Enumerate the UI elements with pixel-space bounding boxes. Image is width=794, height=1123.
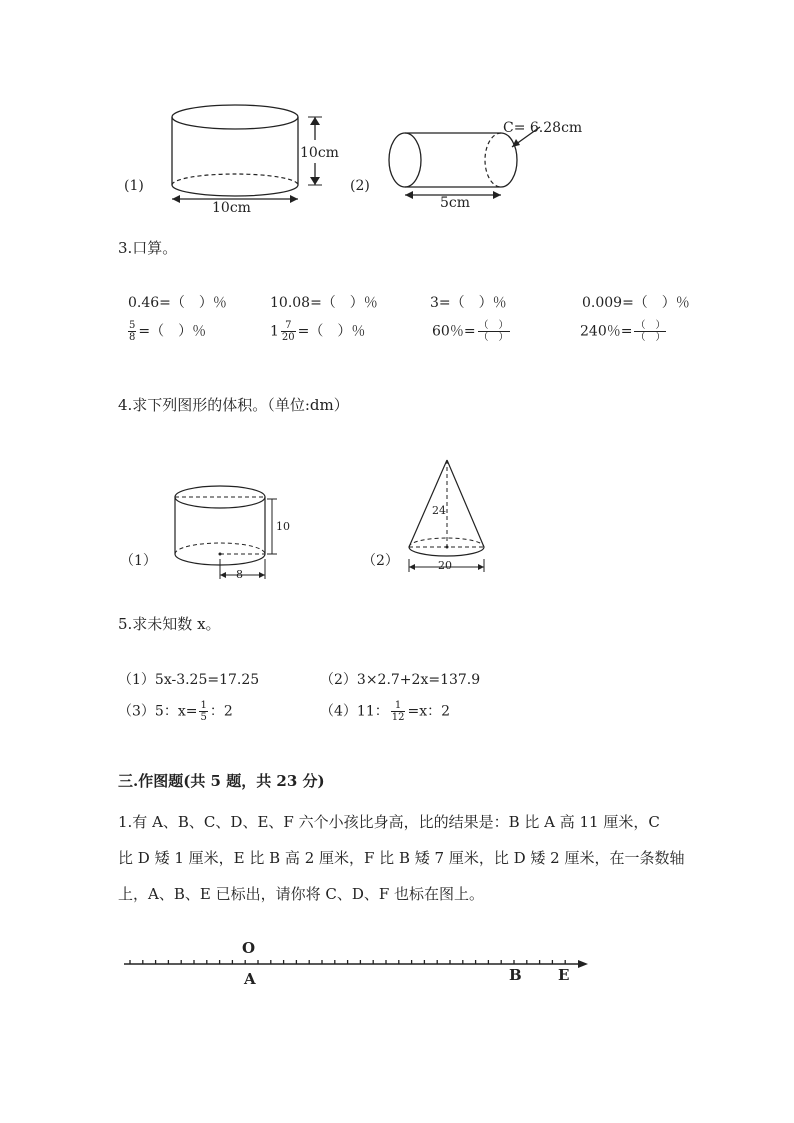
- number-line-origin-label: O: [242, 939, 256, 957]
- q3-title: 3.口算。: [118, 239, 178, 257]
- q4-fig1-radius: 8: [236, 568, 243, 581]
- fraction-7-20: $\frac{7}{20}$: [281, 320, 295, 343]
- blank-fraction-2[interactable]: $\frac{( )}{( )}$: [635, 320, 666, 343]
- fig2-circumference-label: C= 6.28cm: [503, 120, 583, 136]
- q3-item-5: $\frac{5}{8}$ =（ ）％: [129, 320, 207, 343]
- section-3-q1-line2: 比 D 矮 1 厘米，E 比 B 高 2 厘米，F 比 B 矮 7 厘米，比 D 矮 2 厘米，在一条数轴: [118, 849, 685, 867]
- number-line-arrow: [578, 960, 588, 968]
- fraction-5-8: $\frac{5}{8}$: [129, 320, 136, 343]
- blank-fraction-1[interactable]: $\frac{( )}{( )}$: [478, 320, 509, 343]
- q5-eq-3: （3）5：x= $\frac{1}{5}$ ：2: [118, 700, 233, 723]
- fig2-length-label: 5cm: [440, 195, 471, 211]
- q4-fig2-label: （2）: [362, 553, 399, 569]
- fig1-height-label: 10cm: [300, 145, 339, 161]
- q5-eq-1: （1）5x-3.25=17.25: [118, 672, 260, 688]
- q4-title: 4.求下列图形的体积。（单位:dm）: [118, 396, 349, 414]
- q3-item-3: 3=（ ）％: [430, 295, 507, 311]
- q3-item-4: 0.009=（ ）％: [582, 295, 690, 311]
- fraction-1-5: $\frac{1}{5}$: [200, 700, 207, 723]
- q5-eq-4: （4）11： $\frac{1}{12}$ =x：2: [320, 700, 451, 723]
- section-3-heading: 三.作图题(共 5 题，共 23 分): [118, 772, 325, 790]
- q4-fig1-label: （1）: [120, 553, 157, 569]
- q3-item-1: 0.46=（ ）％: [128, 295, 227, 311]
- q5-eq-2: （2）3×2.7+2x=137.9: [320, 672, 481, 688]
- number-line-point-a: A: [244, 970, 256, 988]
- fig1-width-label: 10cm: [212, 200, 251, 216]
- section-3-q1-line1: 1.有 A、B、C、D、E、F 六个小孩比身高，比的结果是：B 比 A 高 11 厘米，C: [118, 813, 660, 831]
- q3-item-2: 10.08=（ ）％: [270, 295, 378, 311]
- fig1-label: (1): [124, 178, 144, 194]
- q3-item-7: 60％= $\frac{( )}{( )}$: [432, 320, 509, 343]
- fig2-label: (2): [350, 178, 370, 194]
- number-line-point-b: B: [509, 966, 522, 984]
- section-3-q1-line3: 上，A、B、E 已标出，请你将 C、D、F 也标在图上。: [118, 885, 485, 903]
- number-line-point-e: E: [558, 966, 570, 984]
- fraction-1-12: $\frac{1}{12}$: [391, 700, 405, 723]
- q3-item-6: 1 $\frac{7}{20}$ =（ ）％: [270, 320, 366, 343]
- q5-title: 5.求未知数 x。: [118, 615, 221, 633]
- q3-item-8: 240％= $\frac{( )}{( )}$: [580, 320, 666, 343]
- q4-fig2-diameter: 20: [438, 559, 452, 572]
- q4-fig1-height: 10: [276, 520, 290, 533]
- q4-fig2-height: 24: [432, 504, 446, 517]
